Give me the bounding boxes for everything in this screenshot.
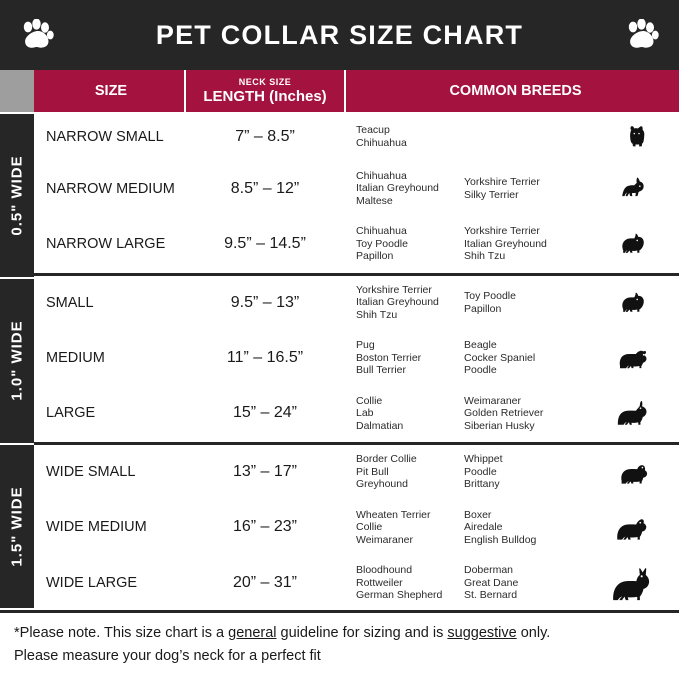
breed-line: Chihuahua (356, 136, 407, 149)
width-group-1.0 (0, 279, 34, 444)
breed-line: Whippet (464, 453, 503, 466)
cell-breeds (346, 445, 679, 498)
breed-line: St. Bernard (464, 589, 518, 602)
table-row (34, 331, 679, 386)
cell-breeds (346, 331, 679, 384)
cell-size: NARROW SMALL (34, 114, 186, 160)
breed-line: Poodle (464, 364, 497, 377)
footer-line-2: Please measure your dog’s neck for a perfect fit (14, 648, 321, 664)
breed-line: Border Collie (356, 453, 417, 466)
table-header-row (34, 70, 679, 114)
breed-column-2 (464, 225, 597, 263)
cell-size: SMALL (34, 276, 186, 329)
breed-line: Boston Terrier (356, 351, 422, 364)
small-longhair-dog-icon (597, 287, 675, 319)
paw-print-icon (625, 19, 659, 51)
cell-size: WIDE MEDIUM (34, 501, 186, 554)
breed-line: Italian Greyhound (356, 296, 439, 309)
column-header-neck-size: NECK SIZE (238, 77, 292, 87)
width-group-0.5 (0, 114, 34, 279)
breed-column-2 (464, 176, 597, 201)
breed-line: Siberian Husky (464, 419, 535, 432)
table-row (34, 387, 679, 442)
breed-line: Shih Tzu (356, 308, 398, 321)
breed-line: Pug (356, 339, 375, 352)
breed-column-1 (356, 225, 464, 263)
width-group-column (0, 70, 34, 610)
cell-breeds (346, 114, 679, 160)
footer-text-b: guideline for sizing and is (276, 625, 448, 641)
breed-line: Collie (356, 521, 383, 534)
breed-column-2 (464, 564, 597, 602)
cell-breeds (346, 162, 679, 215)
breed-column-2 (464, 453, 597, 491)
footer-text-c: only. (516, 625, 551, 641)
cell-size: WIDE SMALL (34, 445, 186, 498)
beagle-icon (597, 342, 675, 374)
breed-line: Teacup (356, 124, 390, 137)
breed-column-1 (356, 339, 464, 377)
breed-line: Papillon (356, 250, 394, 263)
small-longhair-dog-icon (597, 228, 675, 260)
size-table (0, 70, 679, 610)
table-row (34, 556, 679, 610)
doberman-icon (597, 564, 675, 602)
breed-line: English Bulldog (464, 533, 537, 546)
cell-breeds (346, 387, 679, 440)
breed-line: Cocker Spaniel (464, 351, 536, 364)
breed-line: Papillon (464, 302, 502, 315)
table-row (34, 114, 679, 162)
breed-line: Yorkshire Terrier (464, 225, 540, 238)
cell-length: 16” – 23” (186, 501, 346, 554)
cell-length: 9.5” – 13” (186, 276, 346, 329)
cell-size: WIDE LARGE (34, 556, 186, 610)
breed-line: Doberman (464, 564, 514, 577)
cell-breeds (346, 217, 679, 270)
breed-line: Wheaten Terrier (356, 508, 431, 521)
breed-column-2 (464, 395, 597, 433)
footer-underline-general: general (228, 625, 277, 641)
cell-length: 8.5” – 12” (186, 162, 346, 215)
paw-print-icon (20, 19, 54, 51)
breed-line: Collie (356, 394, 383, 407)
breed-line: Dalmatian (356, 419, 404, 432)
breed-line: Chihuahua (356, 225, 407, 238)
cell-length: 7” – 8.5” (186, 114, 346, 160)
breed-line: Boxer (464, 508, 492, 521)
breed-line: Lab (356, 407, 374, 420)
footer-text-a: *Please note. This size chart is a (14, 625, 229, 641)
column-header-size: SIZE (34, 70, 186, 112)
breed-line: Pit Bull (356, 465, 389, 478)
page-title: PET COLLAR SIZE CHART (155, 19, 524, 50)
breed-line: Brittany (464, 478, 500, 491)
footer-note (0, 610, 679, 678)
breed-line: Toy Poodle (356, 237, 408, 250)
breed-column-1 (356, 395, 464, 433)
breed-column-1 (356, 564, 464, 602)
breed-column-2 (464, 509, 597, 547)
chihuahua-icon (597, 173, 675, 204)
width-group-label: 1.5" WIDE (8, 486, 26, 567)
breed-line: Rottweiler (356, 576, 403, 589)
column-header-length-main: LENGTH (Inches) (203, 88, 327, 105)
breed-column-1 (356, 170, 464, 208)
breed-column-1 (356, 284, 464, 322)
table-body (34, 70, 679, 610)
cell-size: NARROW LARGE (34, 217, 186, 270)
pit-bull-icon (597, 456, 675, 488)
cell-length: 15” – 24” (186, 387, 346, 440)
breed-line: Great Dane (464, 576, 519, 589)
breed-line: Airedale (464, 521, 503, 534)
table-row (34, 442, 679, 500)
breed-line: Weimaraner (356, 533, 413, 546)
breed-line: Golden Retriever (464, 407, 544, 420)
breed-line: German Shepherd (356, 589, 443, 602)
breed-column-1 (356, 509, 464, 547)
breed-line: Weimaraner (464, 394, 521, 407)
cell-size: MEDIUM (34, 331, 186, 384)
width-group-label: 1.0" WIDE (8, 320, 26, 402)
cell-length: 11” – 16.5” (186, 331, 346, 384)
column-header-breeds: COMMON BREEDS (449, 83, 582, 99)
breed-column-1 (356, 453, 464, 491)
cell-breeds (346, 276, 679, 329)
breed-column-2 (464, 290, 597, 315)
breed-line: Poodle (464, 465, 497, 478)
width-group-1.5 (0, 445, 34, 610)
table-row (34, 273, 679, 331)
width-group-label: 0.5" WIDE (8, 155, 26, 236)
cell-length: 20” – 31” (186, 556, 346, 610)
breed-line: Yorkshire Terrier (356, 283, 432, 296)
column-header-length (186, 70, 346, 112)
table-row (34, 217, 679, 272)
breed-line: Silky Terrier (464, 188, 519, 201)
breed-line: Bull Terrier (356, 364, 406, 377)
table-row (34, 162, 679, 217)
breed-line: Yorkshire Terrier (464, 176, 540, 189)
cell-length: 13” – 17” (186, 445, 346, 498)
retriever-icon (597, 397, 675, 430)
chart-header (0, 0, 679, 70)
width-group-header (0, 70, 34, 114)
cell-size: NARROW MEDIUM (34, 162, 186, 215)
breed-line: Greyhound (356, 478, 408, 491)
tiny-fluffy-dog-icon (597, 122, 675, 152)
breed-line: Toy Poodle (464, 290, 516, 303)
breed-line: Italian Greyhound (464, 237, 547, 250)
breed-line: Bloodhound (356, 564, 413, 577)
breed-line: Shih Tzu (464, 250, 506, 263)
breed-line: Chihuahua (356, 169, 407, 182)
breed-column-1 (356, 124, 464, 149)
cell-length: 9.5” – 14.5” (186, 217, 346, 270)
cell-breeds (346, 501, 679, 554)
breed-line: Beagle (464, 339, 497, 352)
footer-line-1 (14, 622, 663, 645)
cell-breeds (346, 556, 679, 610)
breed-line: Italian Greyhound (356, 182, 439, 195)
table-row (34, 501, 679, 556)
breed-line: Maltese (356, 194, 393, 207)
breed-column-2 (464, 339, 597, 377)
weimaraner-icon (597, 510, 675, 544)
footer-underline-suggestive: suggestive (447, 625, 517, 641)
cell-size: LARGE (34, 387, 186, 440)
